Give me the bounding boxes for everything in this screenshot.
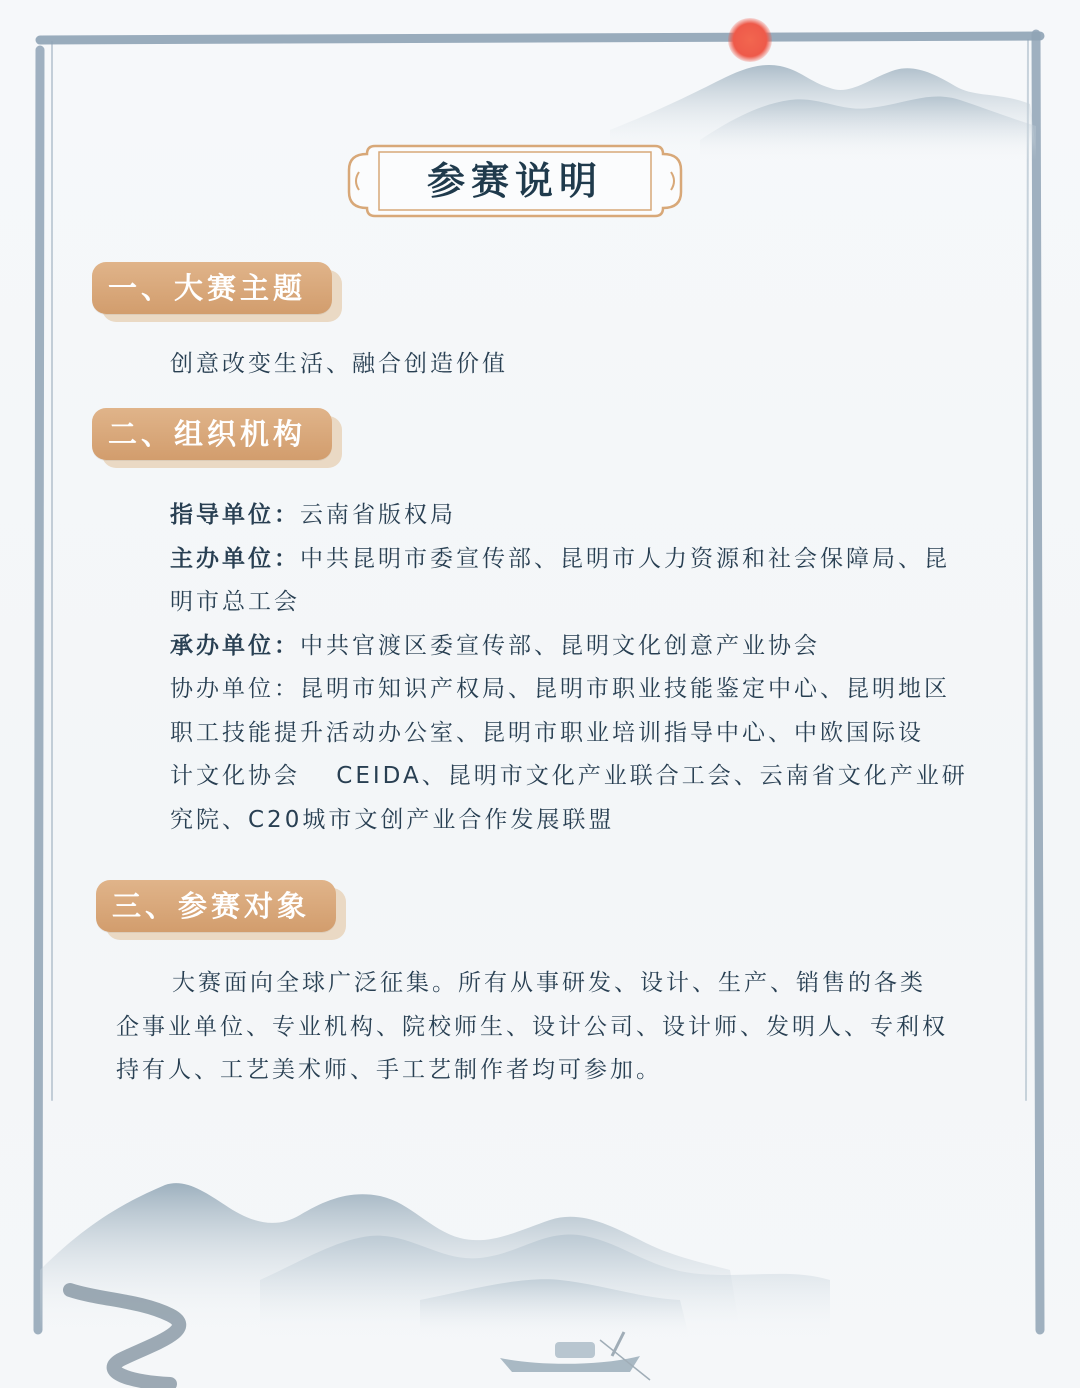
organizer-unit-label: 承办单位： [170,632,300,659]
participants-line: 企事业单位、专业机构、院校师生、设计公司、设计师、发明人、专利权 [116,1013,948,1040]
sun-icon [728,18,772,62]
participants-line: 持有人、工艺美术师、手工艺制作者均可参加。 [116,1057,662,1083]
participants-line: 大赛面向全球广泛征集。所有从事研发、设计、生产、销售的各类 [172,970,926,996]
host-unit-continued: 明市总工会 [170,589,300,615]
co-unit-continued: 计文化协会 CEIDA、昆明市文化产业联合工会、云南省文化产业研 [170,763,968,789]
guide-unit-value: 云南省版权局 [300,502,456,528]
co-unit-continued: 职工技能提升活动办公室、昆明市职业培训指导中心、中欧国际设 [170,719,924,746]
title-plaque [345,142,685,220]
host-unit-value: 中共昆明市委宣传部、昆明市人力资源和社会保障局、昆 [300,545,950,572]
section-tag-organization [92,408,342,468]
theme-text [170,343,508,387]
organizer-unit-row [170,625,968,669]
host-unit-label: 主办单位： [170,545,300,572]
section-heading: 一、大赛主题 [108,271,307,305]
organizer-unit-value: 中共官渡区委宣传部、昆明文化创意产业协会 [300,632,820,659]
co-unit-row [170,668,968,712]
organization-list [170,494,968,842]
co-unit-label: 协办单位： [170,676,300,702]
co-unit-value: 昆明市知识产权局、昆明市职业技能鉴定中心、昆明地区 [300,676,950,702]
co-unit-continued: 究院、C20城市文创产业合作发展联盟 [170,806,615,833]
section-tag-theme [92,262,342,322]
guide-unit-row [170,494,968,538]
section-heading: 三、参赛对象 [112,889,311,923]
guide-unit-label: 指导单位： [170,502,300,528]
section-tag-participants [96,880,346,940]
page-title: 参赛说明 [426,159,603,203]
host-unit-row [170,538,968,582]
section-heading: 二、组织机构 [108,417,307,451]
participants-text [116,962,948,1093]
theme-line: 创意改变生活、融合创造价值 [170,351,508,377]
